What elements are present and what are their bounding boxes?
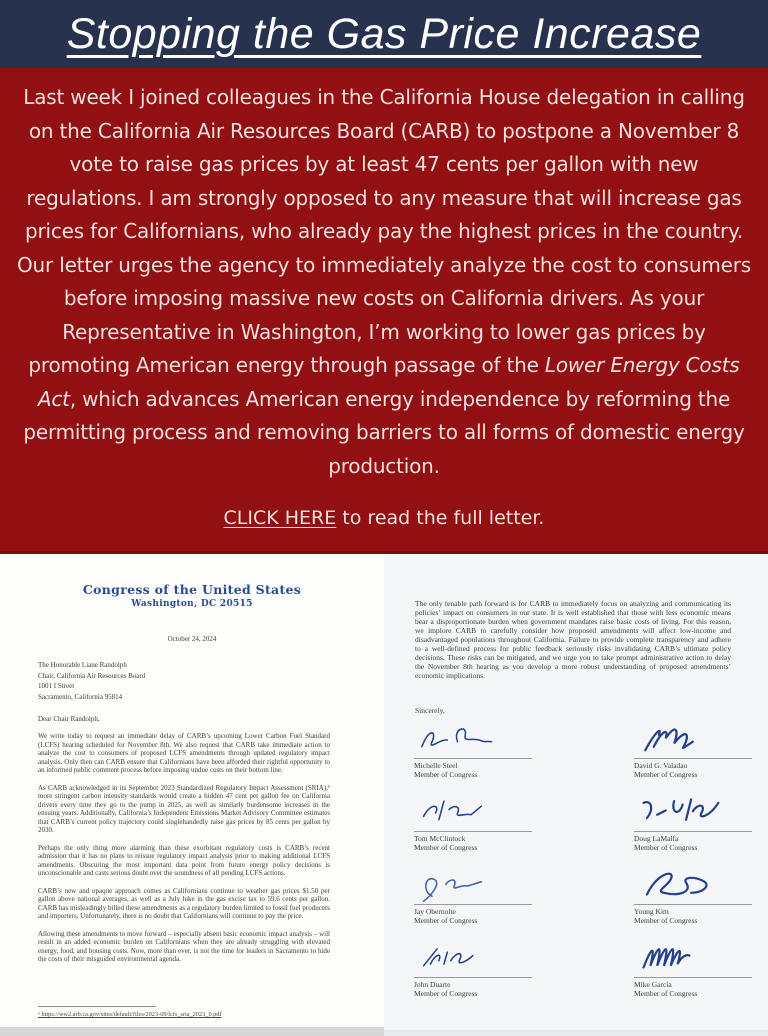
- letter-body: [38, 732, 330, 964]
- scan-edge: [384, 1030, 768, 1036]
- signature-image: [414, 942, 532, 978]
- letter-page-2-image[interactable]: [384, 554, 768, 1036]
- signature-block: [414, 796, 564, 854]
- signature-image: [414, 869, 532, 905]
- letter-paragraph: We write today to request an immediate delay of CARB’s upcoming Lower Carbon Fuel Standard (LCFS) hearing scheduled for November 8th. We also request that CARB take immediate action to analyze the cost to consumers of proposed LCFS amendments through updated regulatory impact analysis. Only then can CARB ensure that Californians have been afforded their rightful opportunity to an informed public comment process before imposing undue costs on their bottom line.: [38, 732, 330, 774]
- recipient-address: [38, 660, 384, 702]
- signer-title: Member of Congress: [414, 843, 478, 852]
- signature-block: [414, 723, 564, 781]
- letter-date: October 24, 2024: [167, 635, 217, 643]
- signature-block: [634, 796, 768, 854]
- signer-title: Member of Congress: [634, 770, 698, 779]
- letter-page-1-image[interactable]: [0, 554, 384, 1036]
- signature-image: [634, 869, 752, 905]
- signer-title: Member of Congress: [634, 916, 698, 925]
- signature-block: [634, 723, 768, 781]
- signer-name: Young Kim: [634, 907, 669, 916]
- footnote-url: ¹ https://ww2.arb.ca.gov/sites/default/files/2023-09/lcfs_sria_2023_0.pdf: [38, 1011, 222, 1018]
- letter-paragraph: Perhaps the only thing more alarming than these exorbitant regulatory costs is CARB’s recent admission that it has no plans to reissue regulatory impact analysis prior to making additional LCFS amendments. Obscuring the most important data point from future energy policy decisions is unconscionable and casts serious doubt over the soundness of all pending LCFS actions.: [38, 843, 330, 877]
- scan-edge: [0, 1027, 384, 1036]
- address-line: Chair, California Air Resources Board: [38, 671, 146, 680]
- signer-name: Tom McClintock: [414, 834, 466, 843]
- signer-name: Doug LaMalfa: [634, 834, 679, 843]
- signer-title: Member of Congress: [414, 770, 478, 779]
- letter-paragraph: As CARB acknowledged in its September 2023 Standardized Regulatory Impact Assessment (SRIA),¹ more stringent carbon intensity standards would create a hidden 47 cent per gallon fee on California drivers every time they go to the pump in 2025, as well as similarly burdensome increases in the ensuing years. Additionally, California’s Independent Emissions Market Advisory Committee estimates that CARB’s current policy trajectory could singlehandedly raise gas prices by 85 cents per gallon by 2030.: [38, 783, 330, 834]
- address-line: 1001 I Street: [38, 682, 75, 690]
- address-line: Sacramento, California 95814: [38, 692, 123, 701]
- signer-name: Jay Obernolte: [414, 907, 456, 916]
- letter-paragraph: Allowing these amendments to move forward – especially absent basic economic impact analysis – will result in an added economic burden on Californians when they are already struggling with elevated energy, food, and housing costs. Now, more than ever, is not the time for leaders in Sacramento to hide the costs of their misguided environmental agenda.: [38, 929, 330, 963]
- signature-image: [634, 723, 752, 759]
- letter-paragraph: CARB’s new and opaque approach comes as Californians continue to weather gas prices $1.50 per gallon above national averages, as well as a July hike in the gas excise tax to 59.6 cents per gallon. CARB has misleadingly billed these amendments as a regulatory burden limited to fossil fuel producers and importers. Unfortunately, there is no doubt that Californians will continue to pay the price.: [38, 886, 330, 920]
- signer-name: Michelle Steel: [414, 761, 458, 770]
- signer-name: Mike Garcia: [634, 980, 672, 989]
- signer-title: Member of Congress: [634, 989, 698, 998]
- signer-title: Member of Congress: [414, 916, 478, 925]
- signer-title: Member of Congress: [634, 843, 698, 852]
- cta-line: [12, 507, 756, 529]
- signature-image: [414, 796, 532, 832]
- intro-text-before: Last week I joined colleagues in the California House delegation in calling on the California Air Resources Board (CARB) to postpone a November 8 vote to raise gas prices by at least 47 cents per gallon with new regulations. I am strongly opposed to any measure that will increase gas prices for Californians, who already pay the highest prices in the country. Our letter urges the agency to immediately analyze the cost to consumers before imposing massive new costs on California drivers. As your Representative in Washington, I’m working to lower gas prices by promoting American energy through passage of the: [17, 85, 751, 377]
- signer-title: Member of Congress: [414, 989, 478, 998]
- signature-grid: [414, 723, 768, 1000]
- address-line: The Honorable Liane Randolph: [38, 661, 127, 669]
- signature-image: [634, 796, 752, 832]
- page-title: Stopping the Gas Price Increase: [66, 9, 702, 58]
- hero-section: [0, 68, 768, 554]
- footnote-divider: [38, 1006, 156, 1007]
- signer-name: David G. Valadao: [634, 761, 688, 770]
- intro-text-after: , which advances American energy independence by reforming the permitting process and removing barriers to all forms of domestic energy production.: [23, 386, 745, 478]
- letterhead: [0, 582, 384, 609]
- letter-scans: [0, 554, 768, 1036]
- letterhead-line1: Congress of the United States: [82, 582, 302, 597]
- signature-image: [634, 942, 752, 978]
- click-here-link[interactable]: CLICK HERE: [223, 507, 337, 529]
- signature-image: [414, 723, 532, 759]
- footnote: [38, 1006, 222, 1018]
- signature-block: [634, 869, 768, 927]
- newsletter-header: [0, 0, 768, 68]
- intro-paragraph: [12, 81, 756, 483]
- signature-block: [414, 869, 564, 927]
- bill-name-italic: Lower Energy Costs Act: [37, 353, 740, 411]
- signature-block: [634, 942, 768, 1000]
- letterhead-line2: Washington, DC 20515: [131, 599, 253, 609]
- signer-name: John Duarte: [414, 980, 451, 989]
- salutation: Dear Chair Randolph,: [38, 715, 100, 723]
- letter-closing: Sincerely,: [415, 706, 445, 715]
- letter-paragraph: The only tenable path forward is for CARB to immediately focus on analyzing and communicating its policies’ impact on consumers in our state. It is well established that those with less economic means bear a disproportionate burden when government mandates raise basic costs of living. For this reason, we implore CARB to carefully consider how proposed amendments will affect low-income and disadvantaged populations throughout California. Failure to provide complete transparency and adhere to a well-defined process for public feedback seriously risks invalidating CARB’s ultimate policy decisions. These risks can be mitigated, and we urge you to take prompt administrative action to delay the November 8th hearing as you develop a more robust understanding of proposed amendments’ economic implications.: [415, 599, 731, 680]
- signature-block: [414, 942, 564, 1000]
- cta-rest-text: to read the full letter.: [336, 507, 545, 529]
